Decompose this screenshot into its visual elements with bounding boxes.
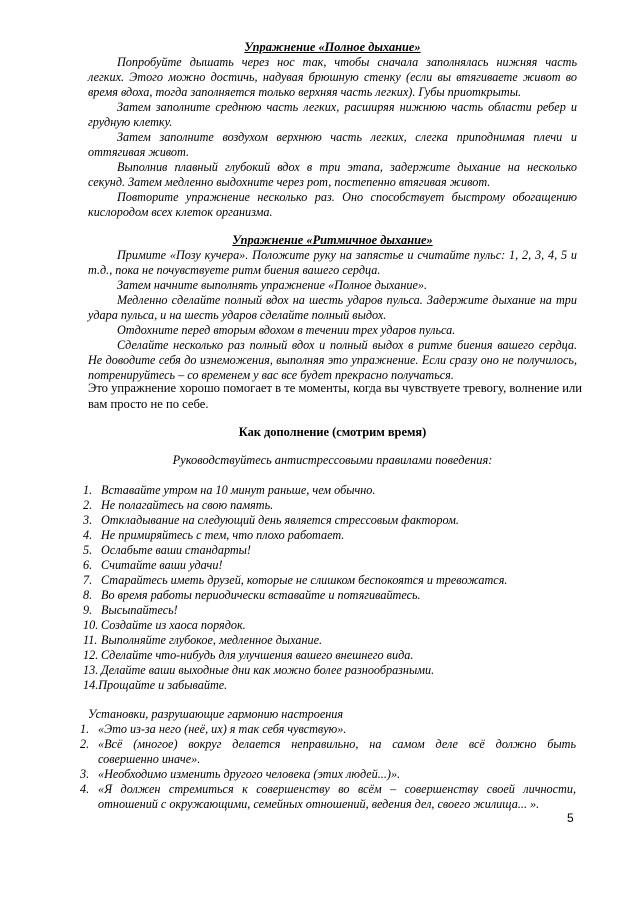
list-item xyxy=(83,663,434,678)
list-text: совершенно иначе». xyxy=(98,752,201,766)
list-item xyxy=(83,633,322,648)
list-text: Не полагайтесь на свою память. xyxy=(101,498,274,512)
list-text: Не примиряйтесь с тем, что плохо работает. xyxy=(101,528,345,542)
note-line: вам просто не по себе. xyxy=(88,397,209,411)
list-item xyxy=(83,528,344,543)
list-number: 3. xyxy=(83,513,93,527)
list-item xyxy=(83,558,223,573)
paragraph-line: Затем заполните воздухом верхнюю часть легких, слегка приподнимая плечи и xyxy=(117,130,577,144)
list-text: «Необходимо изменить другого человека (этих людей...)». xyxy=(98,767,401,781)
section-title-full-breathing: Упражнение «Полное дыхание» xyxy=(244,40,421,54)
attitudes-title: Установки, разрушающие гармонию настроения xyxy=(88,707,344,721)
list-text: Выполняйте глубокое, медленное дыхание. xyxy=(101,633,323,647)
list-text: Сделайте что-нибудь для улучшения вашего внешнего вида. xyxy=(101,648,414,662)
list-text: отношений с окружающими, семейных отношений, ведения дел, своего жилища... ». xyxy=(98,797,540,811)
paragraph-line: Примите «Позу кучера». Положите руку на запястье и считайте пульс: 1, 2, 3, 4, 5 и xyxy=(117,248,577,262)
list-number: 9. xyxy=(83,603,93,617)
list-item xyxy=(83,543,251,558)
page-number: 5 xyxy=(567,811,574,825)
rules-subtitle: Руководствуйтесь антистрессовыми правилами поведения: xyxy=(172,453,493,467)
paragraph-line: грудную клетку. xyxy=(88,115,173,129)
list-item xyxy=(83,603,178,618)
list-number: 1. xyxy=(80,722,90,736)
paragraph-line: удара пульса, и на шесть ударов сделайте полный выдох. xyxy=(88,308,387,322)
note-line: Это упражнение хорошо помогает в те моменты, когда вы чувствуете тревогу, волнение или xyxy=(88,381,582,395)
list-text: Ослабьте ваши стандарты! xyxy=(101,543,251,557)
paragraph-line: Медленно сделайте полный вдох на шесть ударов пульса. Задержите дыхание на три xyxy=(117,293,577,307)
list-number: 13. xyxy=(83,663,99,677)
list-number: 4. xyxy=(83,528,93,542)
paragraph-line: Не доводите себя до изнеможения, выполняя это упражнение. Если сразу оно не получилось, xyxy=(88,353,577,367)
list-item xyxy=(83,573,507,588)
list-text: Прощайте и забывайте. xyxy=(98,678,228,692)
paragraph-line: Выполнив плавный глубокий вдох в три этапа, задержите дыхание на несколько xyxy=(117,160,577,174)
paragraph-line: кислородом всех клеток организма. xyxy=(88,205,273,219)
paragraph-line: потренируйтесь – со временем у вас все будет прекрасно получаться. xyxy=(88,368,454,382)
list-text: Считайте ваши удачи! xyxy=(101,558,223,572)
list-item xyxy=(83,618,246,633)
list-item xyxy=(83,513,459,528)
list-number: 5. xyxy=(83,543,93,557)
list-text: Вставайте утром на 10 минут раньше, чем обычно. xyxy=(101,483,376,497)
paragraph-line: Повторите упражнение несколько раз. Оно способствует быстрому обогащению xyxy=(117,190,577,204)
paragraph-line: Затем заполните среднюю часть легких, расширяя нижнюю часть области ребер и xyxy=(117,100,577,114)
list-item xyxy=(83,648,413,663)
list-text: Во время работы периодически вставайте и потягивайтесь. xyxy=(101,588,421,602)
list-text: «Я должен стремиться к совершенству во всём – совершенству своей личности, xyxy=(98,782,576,796)
paragraph-line: оттягивая живот. xyxy=(88,145,190,159)
list-number: 7. xyxy=(83,573,93,587)
paragraph-line: т.д., пока не почувствуете ритм биения вашего сердца. xyxy=(88,263,381,277)
list-number: 10. xyxy=(83,618,99,632)
list-number: 11. xyxy=(83,633,98,647)
list-item xyxy=(83,588,421,603)
paragraph-line: Затем начните выполнять упражнение «Полное дыхание». xyxy=(117,278,428,292)
list-number: 14. xyxy=(83,678,99,692)
list-text: «Всё (многое) вокруг делается неправильно, на самом деле всё должно быть xyxy=(98,737,576,751)
list-number: 6. xyxy=(83,558,93,572)
list-number: 12. xyxy=(83,648,99,662)
list-number: 1. xyxy=(83,483,93,497)
paragraph-line: Попробуйте дышать через нос так, чтобы сначала заполнялась нижняя часть xyxy=(117,55,577,69)
list-text: Старайтесь иметь друзей, которые не слишком беспокоятся и тревожатся. xyxy=(101,573,508,587)
section-title-rhythmic-breathing: Упражнение «Ритмичное дыхание» xyxy=(232,233,433,247)
paragraph-line: секунд. Затем медленно выдохните через рот, постепенно втягивая живот. xyxy=(88,175,491,189)
list-number: 3. xyxy=(80,767,90,781)
list-number: 2. xyxy=(83,498,93,512)
paragraph-line: Сделайте несколько раз полный вдох и полный выдох в ритме биения вашего сердца. xyxy=(117,338,577,352)
list-number: 4. xyxy=(80,782,90,796)
list-text: Делайте ваши выходные дни как можно более разнообразными. xyxy=(101,663,435,677)
paragraph-line: время вдоха, тогда заполняется только верхняя часть легких). Губы приоткрыты. xyxy=(88,85,522,99)
list-item xyxy=(83,483,375,498)
section-title-addition: Как дополнение (смотрим время) xyxy=(238,425,427,439)
list-text: Откладывание на следующий день является стрессовым фактором. xyxy=(101,513,459,527)
paragraph-line: легких. Этого можно достичь, надувая брюшную стенку (если вы втягиваете живот во xyxy=(88,70,577,84)
list-number: 2. xyxy=(80,737,90,751)
list-text: Создайте из хаоса порядок. xyxy=(101,618,246,632)
list-text: «Это из-за него (неё, их) я так себя чувствую». xyxy=(98,722,347,736)
list-item xyxy=(83,498,273,513)
list-number: 8. xyxy=(83,588,93,602)
paragraph-line: Отдохните перед вторым вдохом в течении трех ударов пульса. xyxy=(117,323,456,337)
list-item xyxy=(83,678,227,693)
list-text: Высыпайтесь! xyxy=(101,603,178,617)
